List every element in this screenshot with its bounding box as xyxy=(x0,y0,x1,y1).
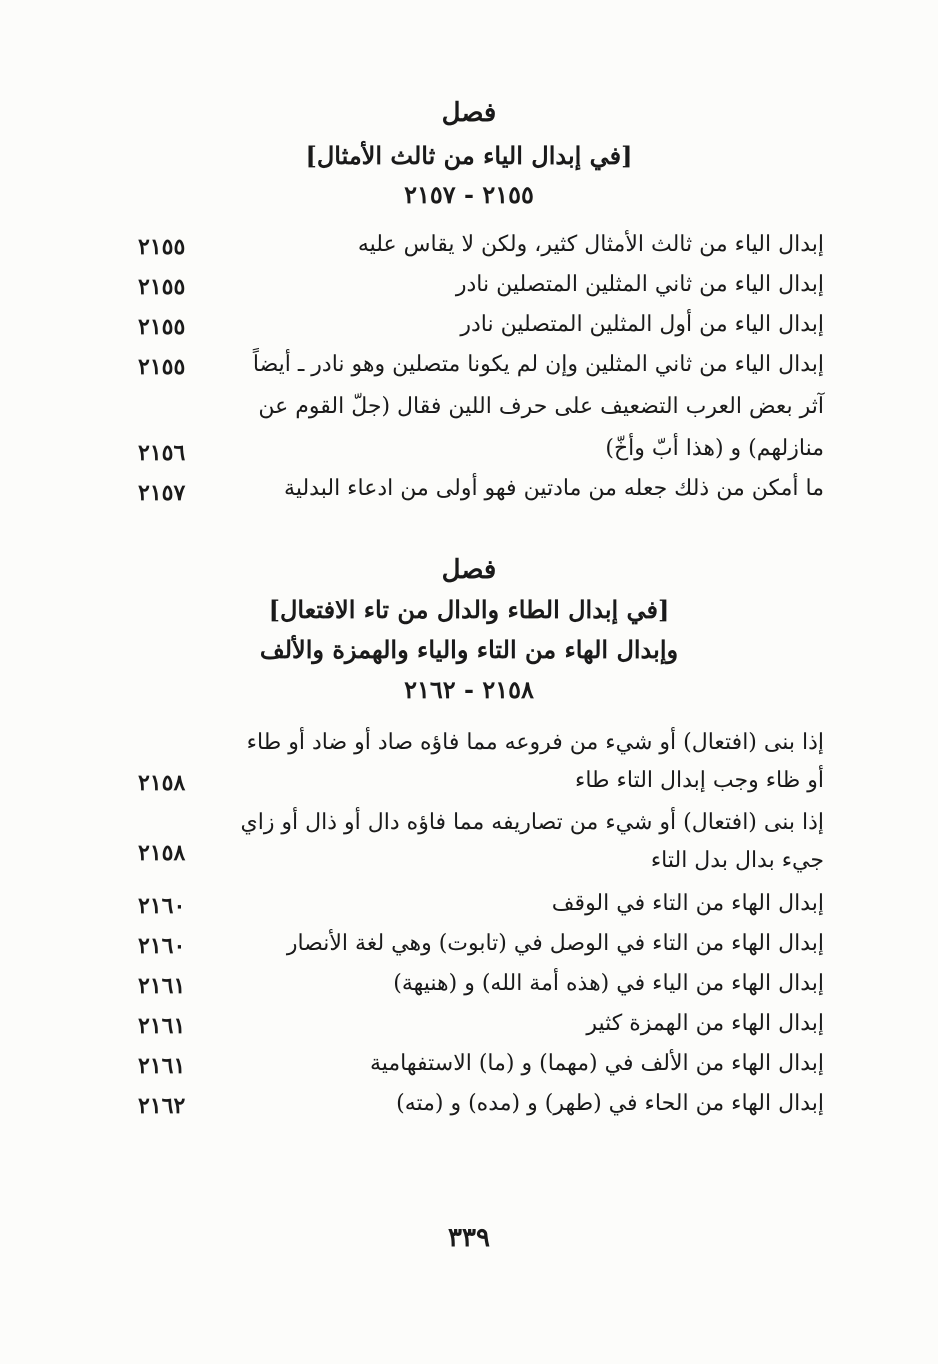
index-entry-text: ما أمكن من ذلك جعله من مادتين فهو أولى من ادعاء البدلية xyxy=(284,476,824,501)
index-entry-page: ٢١٥٧ xyxy=(138,480,186,506)
index-entry-page: ٢١٦٢ xyxy=(138,1093,186,1119)
index-entry-page: ٢١٥٥ xyxy=(138,234,186,260)
index-entry-text: إبدال الياء من ثالث الأمثال كثير، ولكن لا يقاس عليه xyxy=(357,232,824,257)
index-entry-text: إذا بنى (افتعال) أو شيء من فروعه مما فاؤه صاد أو ضاد أو طاء xyxy=(246,730,824,755)
section2-subtitle-line2: وإبدال الهاء من التاء والياء والهمزة والألف xyxy=(259,635,679,664)
index-entry-text: إذا بنى (افتعال) أو شيء من تصاريفه مما فاؤه دال أو ذال أو زاي xyxy=(240,810,824,835)
index-entry-page: ٢١٥٨ xyxy=(138,770,186,796)
section1-range: ٢١٥٥ - ٢١٥٧ xyxy=(404,180,534,209)
index-entry-page: ٢١٦٠ xyxy=(138,893,186,919)
index-entry-text: إبدال الهاء من التاء في الوقف xyxy=(551,891,824,916)
section2-title: فصل xyxy=(441,555,497,585)
index-entry-text-continued: منازلهم) و (هذا أبّ وأخّ) xyxy=(605,436,824,461)
index-entry-page: ٢١٥٦ xyxy=(138,440,186,466)
index-entry-text: آثر بعض العرب التضعيف على حرف اللين فقال (جلّ القوم عن xyxy=(258,394,824,419)
index-entry-text-continued: أو ظاء وجب إبدال التاء طاء xyxy=(574,768,824,793)
page-number: ٣٣٩ xyxy=(448,1223,490,1253)
index-entry-text-continued: جيء بدال بدل التاء xyxy=(650,848,824,873)
section1-title: فصل xyxy=(441,98,497,128)
index-entry-page: ٢١٦١ xyxy=(138,1053,186,1079)
index-entry-text: إبدال الهاء من الهمزة كثير xyxy=(586,1011,824,1036)
index-entry-page: ٢١٥٥ xyxy=(138,274,186,300)
index-entry-page: ٢١٦١ xyxy=(138,1013,186,1039)
index-entry-text: إبدال الهاء من التاء في الوصل في (تابوت) وهي لغة الأنصار xyxy=(286,931,824,956)
index-entry-text: إبدال الياء من ثاني المثلين المتصلين نادر xyxy=(455,272,824,297)
section1-subtitle: [في إبدال الياء من ثالث الأمثال] xyxy=(305,141,633,170)
index-entry-page: ٢١٦٠ xyxy=(138,933,186,959)
index-entry-text: إبدال الهاء من الحاء في (طهر) و (مده) و (مته) xyxy=(396,1091,824,1116)
index-entry-page: ٢١٥٨ xyxy=(138,840,186,866)
index-entry-text: إبدال الهاء من الألف في (مهما) و (ما) الاستفهامية xyxy=(369,1051,824,1076)
section2-subtitle: [في إبدال الطاء والدال من تاء الافتعال] xyxy=(268,595,670,624)
index-entry-page: ٢١٥٥ xyxy=(138,354,186,380)
index-entry-page: ٢١٥٥ xyxy=(138,314,186,340)
section2-range: ٢١٥٨ - ٢١٦٢ xyxy=(404,675,534,704)
index-entry-text: إبدال الياء من أول المثلين المتصلين نادر xyxy=(460,312,824,337)
index-entry-page: ٢١٦١ xyxy=(138,973,186,999)
index-entry-text: إبدال الياء من ثاني المثلين وإن لم يكونا متصلين وهو نادر ـ أيضاً xyxy=(252,352,824,377)
index-entry-text: إبدال الهاء من الياء في (هذه أمة الله) و (هنيهة) xyxy=(393,971,824,996)
